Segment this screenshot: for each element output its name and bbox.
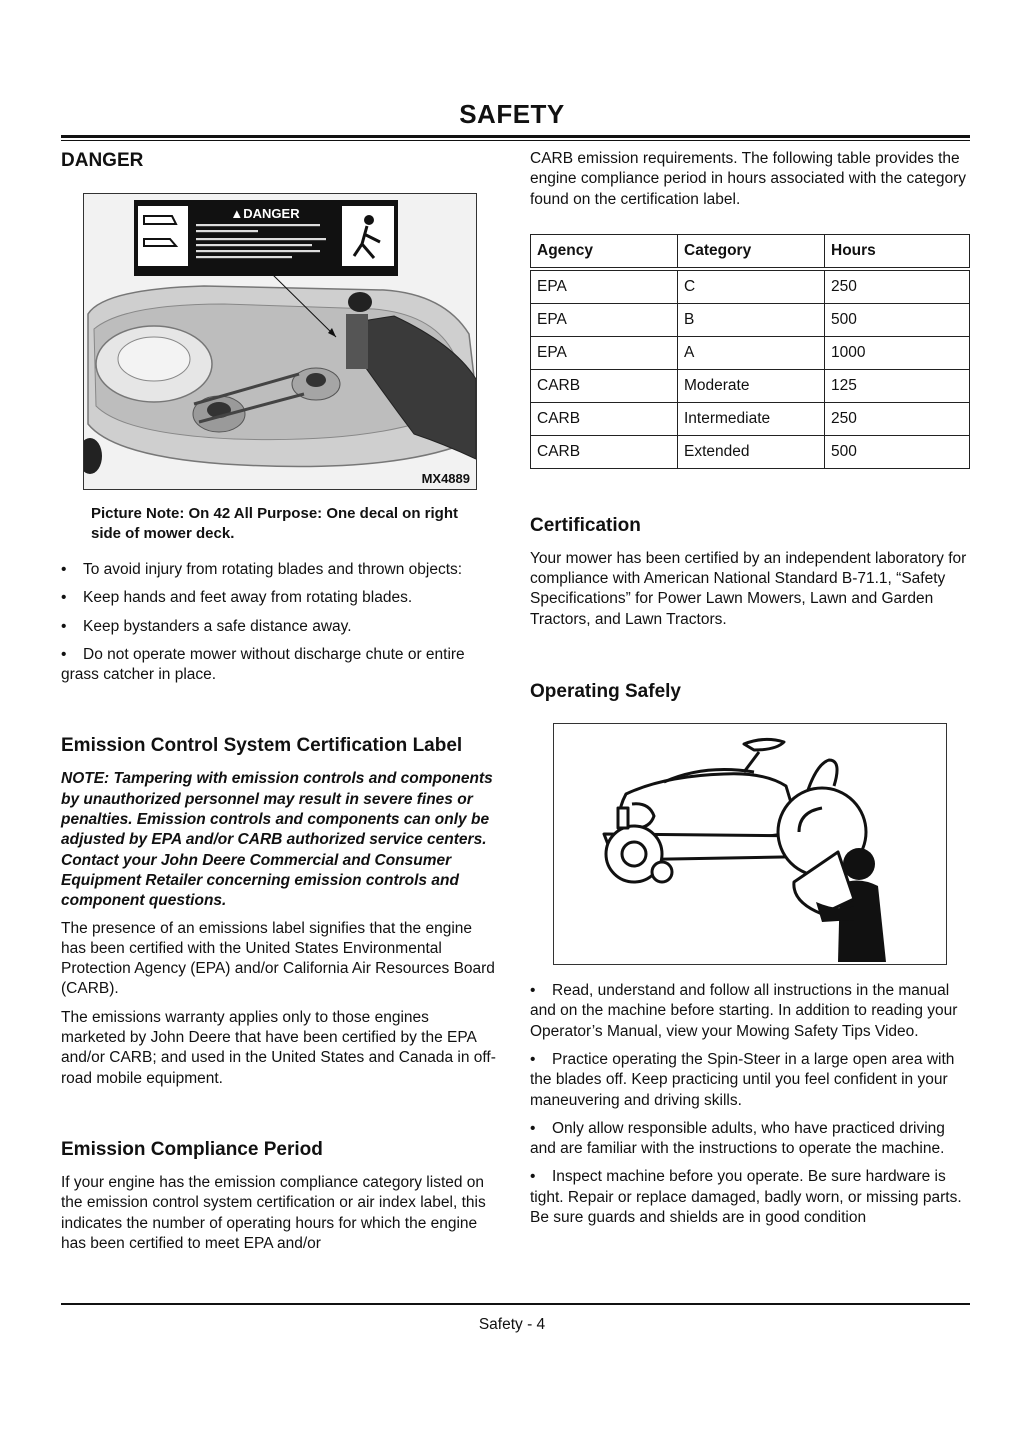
column-header-category: Category xyxy=(678,234,825,269)
emission-note: NOTE: Tampering with emission controls and components by unauthorized personnel may result in severe fines or penalties. Emission controls and components can only be adjusted by EPA and/or CARB authorized service centers. Contact your John Deere Commercial and Consumer Equipment Retailer concerning emission controls and component questions. xyxy=(61,770,493,910)
table-cell: Intermediate xyxy=(678,402,825,435)
list-item: • Only allow responsible adults, who have practiced driving and are familiar with the instructions to operate the machine. xyxy=(530,1119,945,1158)
table-cell: 250 xyxy=(825,402,970,435)
danger-bullet-list xyxy=(61,560,497,685)
table-row xyxy=(531,435,970,468)
table-row xyxy=(531,369,970,402)
picture-note: Picture Note: On 42 All Purpose: One decal on right side of mower deck. xyxy=(91,505,459,542)
figure-label: MX4889 xyxy=(421,471,470,486)
table-row xyxy=(531,336,970,369)
table-header-row xyxy=(531,234,970,269)
operating-safely-heading: Operating Safely xyxy=(530,681,681,703)
operating-bullet-list xyxy=(530,981,970,1228)
tractor-illustration xyxy=(554,724,946,964)
table-row xyxy=(531,269,970,304)
list-item: • Do not operate mower without discharge chute or entire grass catcher in place. xyxy=(61,645,465,684)
compliance-table xyxy=(530,234,970,469)
carb-intro: CARB emission requirements. The following table provides the engine compliance period in hours associated with the category found on the certification label. xyxy=(530,150,966,208)
tractor-operator-figure xyxy=(553,723,947,965)
table-cell: 500 xyxy=(825,435,970,468)
table-cell: 125 xyxy=(825,369,970,402)
list-item: • Read, understand and follow all instructions in the manual and on the machine before starting. In addition to reading your Operator’s Manual, view your Mowing Safety Tips Video. xyxy=(530,982,958,1040)
table-cell: 250 xyxy=(825,269,970,304)
emission-paragraph-1: The presence of an emissions label signifies that the engine has been certified with the United States Environmental Protection Agency (EPA) and/or California Air Resources Board (CARB). xyxy=(61,919,495,998)
table-cell: 500 xyxy=(825,303,970,336)
table-cell: CARB xyxy=(531,402,678,435)
table-cell: CARB xyxy=(531,435,678,468)
list-item: • To avoid injury from rotating blades and thrown objects: xyxy=(61,561,463,578)
list-item: • Inspect machine before you operate. Be sure hardware is tight. Repair or replace damaged, badly worn, or missing parts. Be sure guards and shields are in good condition xyxy=(530,1168,962,1227)
left-column xyxy=(61,148,497,1254)
page-number: Safety - 4 xyxy=(478,1316,546,1333)
compliance-heading: Emission Compliance Period xyxy=(61,1138,323,1160)
mower-deck-decal-figure xyxy=(83,193,477,490)
compliance-paragraph: If your engine has the emission compliance category listed on the emission control system certification or air index label, this indicates the number of operating hours for which the engine has been certified to meet EPA and/or xyxy=(61,1173,486,1252)
footer-rule xyxy=(61,1303,970,1305)
table-row xyxy=(531,402,970,435)
table-cell: EPA xyxy=(531,336,678,369)
list-item: • Keep hands and feet away from rotating blades. xyxy=(61,589,413,607)
right-column xyxy=(530,148,970,1228)
emission-label-heading: Emission Control System Certification Label xyxy=(61,735,463,757)
table-cell: A xyxy=(678,336,825,369)
emission-paragraph-2: The emissions warranty applies only to those engines marketed by John Deere that have been certified by the EPA and/or CARB; and used in the United States and Canada in off-road mobile equipment. xyxy=(61,1008,496,1087)
table-cell: B xyxy=(678,303,825,336)
certification-heading: Certification xyxy=(530,514,641,536)
table-cell: Extended xyxy=(678,435,825,468)
decal-title: ▲DANGER xyxy=(230,206,300,221)
table-row xyxy=(531,303,970,336)
table-cell: Moderate xyxy=(678,369,825,402)
column-header-agency: Agency xyxy=(531,234,678,269)
table-cell: EPA xyxy=(531,269,678,304)
page-title: SAFETY xyxy=(459,99,565,129)
list-item: • Keep bystanders a safe distance away. xyxy=(61,617,352,635)
certification-paragraph: Your mower has been certified by an independent laboratory for compliance with American National Standard B-71.1, “Safety Specifications” for Power Lawn Mowers, Lawn and Garden Tractors, and Lawn Tractors. xyxy=(530,549,967,628)
header-rule xyxy=(61,135,970,141)
mower-deck-illustration xyxy=(84,194,476,489)
column-header-hours: Hours xyxy=(825,234,970,269)
table-cell: CARB xyxy=(531,369,678,402)
danger-heading: DANGER xyxy=(61,150,144,171)
table-cell: EPA xyxy=(531,303,678,336)
table-cell: C xyxy=(678,269,825,304)
list-item: • Practice operating the Spin-Steer in a large open area with the blades off. Keep practicing until you feel confident in your maneuvering and driving skills. xyxy=(530,1050,955,1109)
table-cell: 1000 xyxy=(825,336,970,369)
